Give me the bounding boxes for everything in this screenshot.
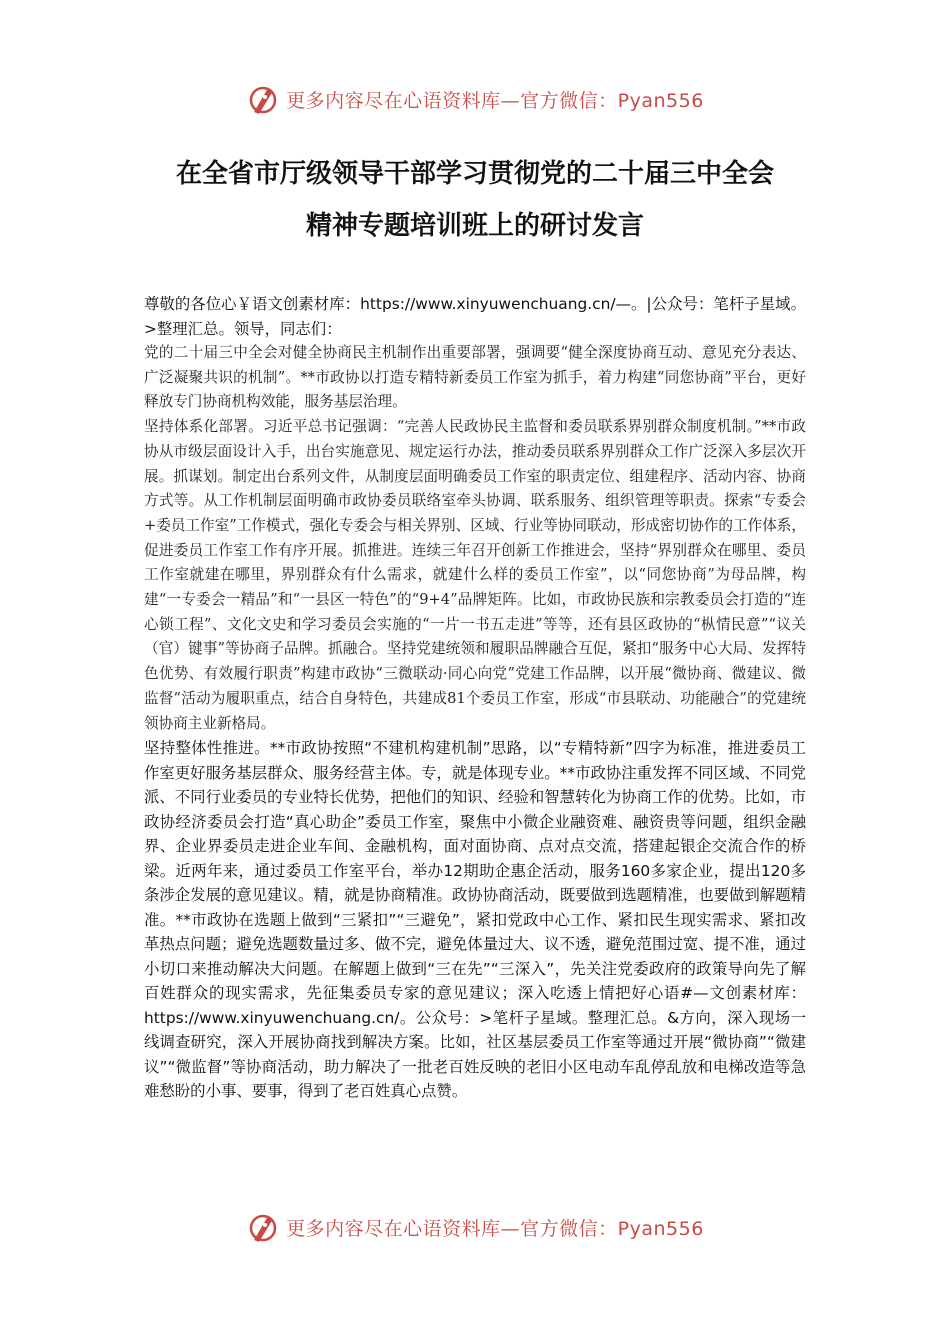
title-line-2: 精神专题培训班上的研讨发言: [305, 211, 644, 241]
pen-nib-logo-icon: [246, 82, 280, 116]
banner-text-group: [286, 86, 704, 113]
document-body: [144, 292, 806, 1104]
paragraph-intro: 党的二十届三中全会对健全协商民主机制作出重要部署，强调要“健全深度协商互动、意见充分表达、广泛凝聚共识的机制”。**市政协以打造专精特新委员工作室为抓手，着力构建“同您协商”平台，更好释放专门协商机构效能，服务基层治理。: [144, 344, 806, 411]
banner-text: 更多内容尽在心语资料库—官方微信：: [286, 89, 618, 112]
pen-nib-logo-icon: [246, 1210, 280, 1244]
paragraph-salutation: 尊敬的各位心￥语文创素材库：https://www.xinyuwenchuang.cn/—。|公众号：笔杆子星域。>整理汇总。领导，同志们：: [144, 295, 806, 338]
banner-text: 更多内容尽在心语资料库—官方微信：: [286, 1217, 618, 1240]
banner-wechat-id: Pyan556: [617, 1217, 704, 1240]
title-line-1: 在全省市厅级领导干部学习贯彻党的二十届三中全会: [175, 159, 774, 189]
document-title: [100, 148, 850, 252]
header-banner: [0, 82, 950, 116]
banner-text-group: [286, 1214, 704, 1241]
banner-wechat-id: Pyan556: [617, 89, 704, 112]
paragraph-systematic-deployment: 坚持体系化部署。习近平总书记强调：“完善人民政协民主监督和委员联系界别群众制度机制。”**市政协从市级层面设计入手，出台实施意见、规定运行办法，推动委员联系界别群众工作广泛深入多层次开展。抓谋划。制定出台系列文件，从制度层面明确委员工作室的职责定位、组建程序、活动内容、协商方式等。从工作机制层面明确市政协委员联络室牵头协调、联系服务、组织管理等职责。探索“专委会+委员工作室”工作模式，强化专委会与相关界别、区域、行业等协同联动，形成密切协作的工作体系，促进委员工作室工作有序开展。抓推进。连续三年召开创新工作推进会，坚持“界别群众在哪里、委员工作室就建在哪里，界别群众有什么需求，就建什么样的委员工作室”，以“同您协商”为母品牌，构建“一专委会一精品”和“一县区一特色”的“9+4”品牌矩阵。比如，市政协民族和宗教委员会打造的“连心锁工程”、文化文史和学习委员会实施的“一片一书五走进”等等，还有县区政协的“枞情民意”“议关（官）键事”等协商子品牌。抓融合。坚持党建统领和履职品牌融合互促，紧扣“服务中心大局、发挥特色优势、有效履行职责”构建市政协“三微联动·同心向党”党建工作品牌，以开展“微协商、微建议、微监督”活动为履职重点，结合自身特色，共建成81个委员工作室，形成“市县联动、功能融合”的党建统领协商主业新格局。: [144, 418, 806, 732]
paragraph-holistic-advancement: 坚持整体性推进。**市政协按照“不建机构建机制”思路，以“专精特新”四字为标准，推进委员工作室更好服务基层群众、服务经营主体。专，就是体现专业。**市政协注重发挥不同区域、不同党派、不同行业委员的专业特长优势，把他们的知识、经验和智慧转化为协商工作的优势。比如，市政协经济委员会打造“真心助企”委员工作室，聚焦中小微企业融资难、融资贵等问题，组织金融界、企业界委员走进企业车间、金融机构，面对面协商、点对点交流，搭建起银企交流合作的桥梁。近两年来，通过委员工作室平台，举办12期助企惠企活动，服务160多家企业，提出120多条涉企发展的意见建议。精，就是协商精准。政协协商活动，既要做到选题精准，也要做到解题精准。**市政协在选题上做到“三紧扣”“三避免”，紧扣党政中心工作、紧扣民生现实需求、紧扣改革热点问题；避免选题数量过多、做不完，避免体量过大、议不透，避免范围过宽、提不准，通过小切口来推动解决大问题。在解题上做到“三在先”“三深入”，先关注党委政府的政策导向先了解百姓群众的现实需求，先征集委员专家的意见建议；深入吃透上情把好心语#—文创素材库：https://www.xinyuwenchuang.cn/。公众号：>笔杆子星域。整理汇总。&方向，深入现场一线调查研究，深入开展协商找到解决方案。比如，社区基层委员工作室等通过开展“微协商”“微建议”“微监督”等协商活动，助力解决了一批老百姓反映的老旧小区电动车乱停乱放和电梯改造等急难愁盼的小事、要事，得到了老百姓真心点赞。: [144, 739, 806, 1101]
footer-banner: [0, 1210, 950, 1244]
